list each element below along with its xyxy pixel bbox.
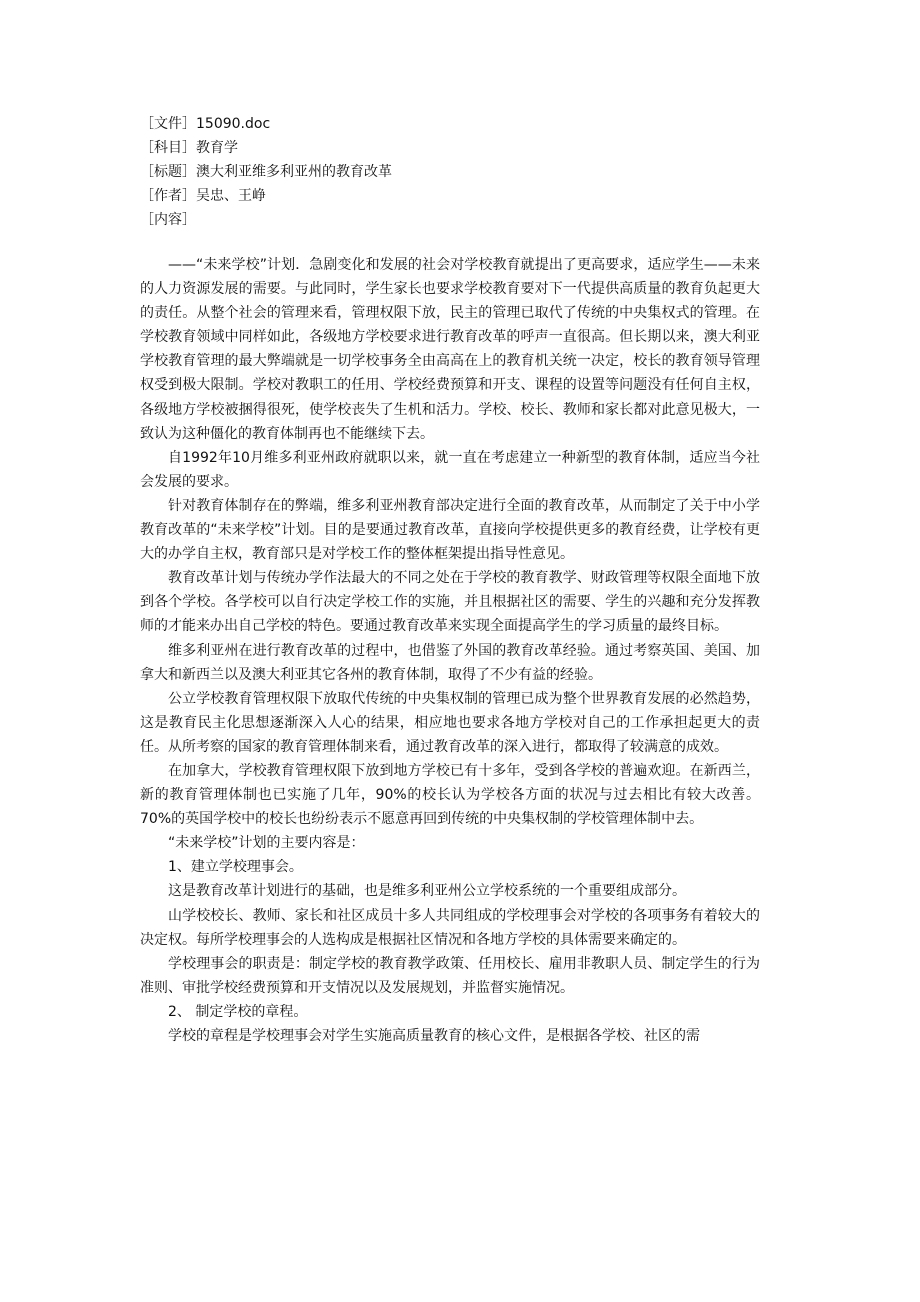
paragraph-council-members: 山学校校长、教师、家长和社区成员十多人共同组成的学校理事会对学校的各项事务有着较大的决定权。每所学校理事会的人选构成是根据社区情况和各地方学校的具体需要来确定的。 [140,907,760,948]
paragraph-charter: 学校的章程是学校理事会对学生实施高质量教育的核心文件，是根据各学校、社区的需 [168,1028,700,1044]
paragraph-differences: 教育改革计划与传统办学作法最大的不同之处在于学校的教育教学、财政管理等权限全面地下放到各个学校。各学校可以自行决定学校工作的实施，并且根据社区的需要、学生的兴趣和充分发挥教师的才能来办出自己学校的特色。要通过教育改革来实现全面提高学生的学习质量的最终目标。 [140,570,760,635]
paragraph-council-duties: 学校理事会的职责是：制定学校的教育教学政策、任用校长、雇用非教职人员、制定学生的行为准则、审批学校经费预算和开支情况以及发展规划，并监督实施情况。 [140,955,760,996]
paragraph-item-2: 2、 制定学校的章程。 [168,1003,308,1020]
author-line: ［作者］吴忠、王峥 [140,188,266,204]
paragraph-foreign-experience: 维多利亚州在进行教育改革的过程中，也借鉴了外国的教育改革经验。通过考察英国、美国、加拿大和新西兰以及澳大利亚其它各州的教育体制，取得了不少有益的经验。 [140,642,760,683]
paragraph-item-1: 1、建立学校理事会。 [168,859,303,876]
paragraph-1992: 自1992年10月维多利亚州政府就职以来，就一直在考虑建立一种新型的教育体制，适应当今社会发展的要求。 [140,449,760,490]
paragraph-main-content: “未来学校”计划的主要内容是： [168,835,365,852]
paragraph-canada: 在加拿大，学校教育管理权限下放到地方学校已有十多年，受到各学校的普遍欢迎。在新西兰，新的教育管理体制也已实施了几年，90%的校长认为学校各方面的状况与过去相比有较大改善。70%的英国学校中的校长也纷纷表示不愿意再回到传统的中央集权制的学校管理体制中去。 [140,762,760,828]
document-metadata [140,112,780,232]
paragraph-intro: ——“未来学校”计划．急剧变化和发展的社会对学校教育就提出了更高要求，适应学生——未来的人力资源发展的需要。与此同时，学生家长也要求学校教育要对下一代提供高质量的教育负起更大的责任。从整个社会的管理来看，管理权限下放，民主的管理已取代了传统的中央集权式的管理。在学校教育领域中同样如此，各级地方学校要求进行教育改革的呼声一直很高。但长期以来，澳大利亚学校教育管理的最大弊端就是一切学校事务全由高高在上的教育机关统一决定，校长的教育领导管理权受到极大限制。学校对教职工的任用、学校经费预算和开支、课程的设置等问题没有任何自主权，各级地方学校被捆得很死，使学校丧失了生机和活力。学校、校长、教师和家长都对此意见极大，一致认为这种僵化的教育体制再也不能继续下去。 [140,257,760,442]
paragraph-trend: 公立学校教育管理权限下放取代传统的中央集权制的管理已成为整个世界教育发展的必然趋势，这是教育民主化思想逐渐深入人心的结果，相应地也要求各地方学校对自己的工作承担起更大的责任。从所考察的国家的教育管理体制来看，通过教育改革的深入进行，都取得了较满意的成效。 [140,690,760,755]
file-line: ［文件］15090.doc [140,116,271,132]
paragraph-foundation: 这是教育改革计划进行的基础，也是维多利亚州公立学校系统的一个重要组成部分。 [168,883,686,900]
paragraph-reform-plan: 针对教育体制存在的弊端，维多利亚州教育部决定进行全面的教育改革，从而制定了关于中小学教育改革的“未来学校”计划。目的是要通过教育改革，直接向学校提供更多的教育经费，让学校有更大的办学自主权，教育部只是对学校工作的整体框架提出指导性意见。 [140,497,760,563]
article-body [140,253,760,1048]
title-line: ［标题］澳大利亚维多利亚州的教育改革 [140,164,392,180]
content-label: ［内容］ [140,212,196,228]
subject-line: ［科目］教育学 [140,140,238,156]
